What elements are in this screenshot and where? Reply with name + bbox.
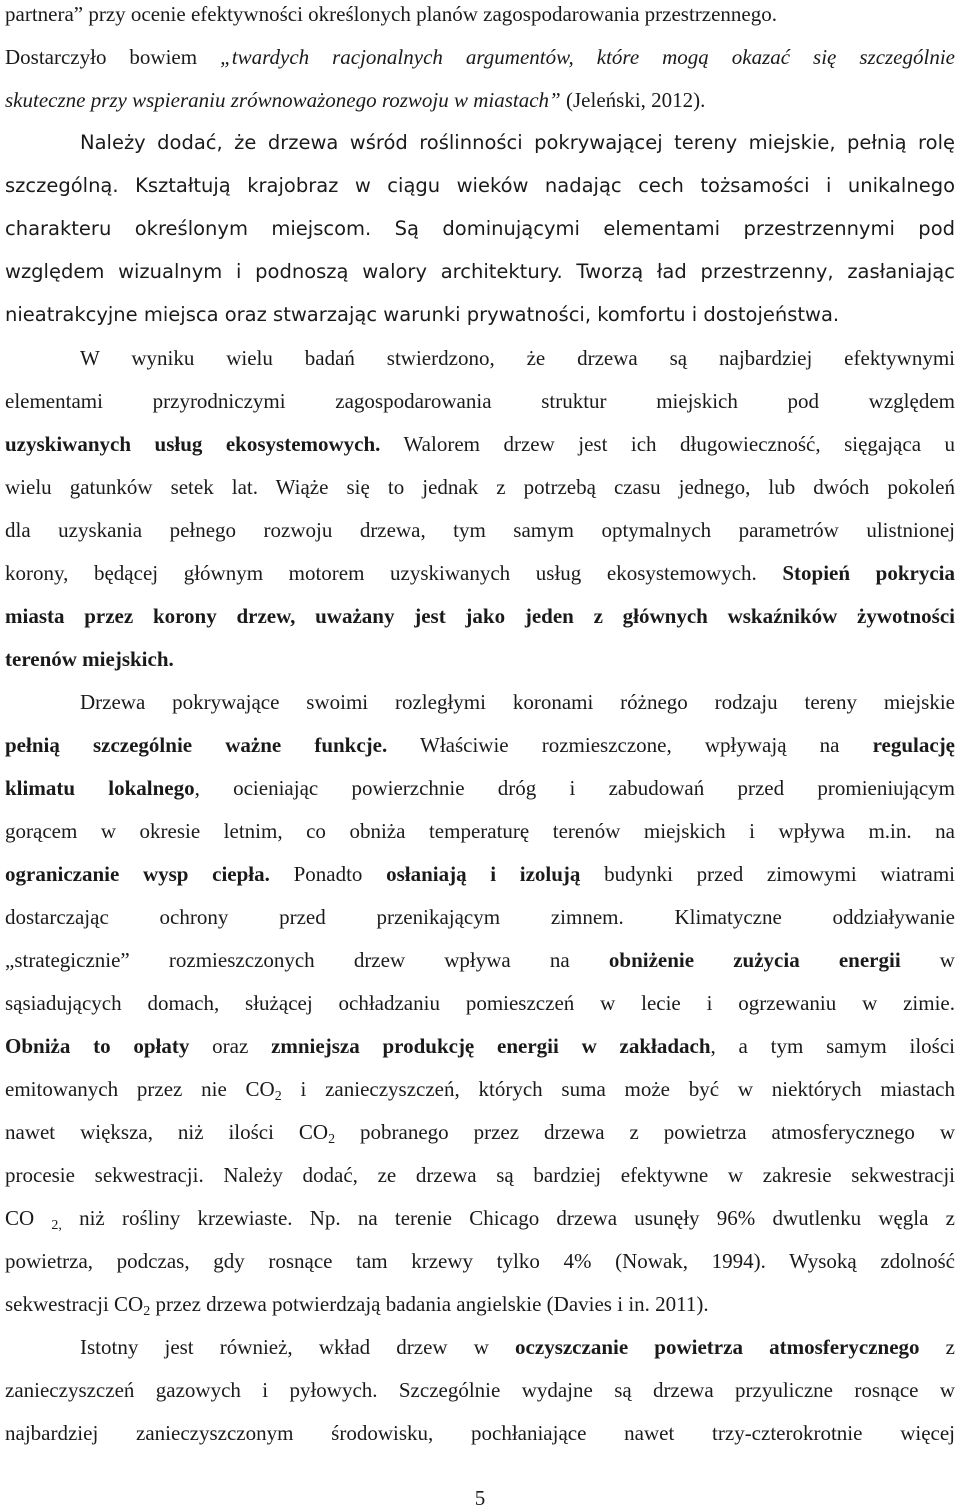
text-line: najbardziej zanieczyszczonym środowisku, pochłaniające nawet trzy-czterokrotnie więcej	[5, 1421, 955, 1445]
text-line: ograniczanie wysp ciepła. Ponadto osłaniają i izolują budynki przed zimowymi wiatrami	[5, 862, 956, 886]
text-line: pełnią szczególnie ważne funkcje. Właściwie rozmieszczone, wpływają na regulację	[5, 733, 956, 757]
text-line: zanieczyszczeń gazowych i pyłowych. Szczególnie wydajne są drzewa przyuliczne rosnące w	[5, 1378, 955, 1402]
text-line: charakteru określonym miejscom. Są dominującymi elementami przestrzennymi pod	[5, 217, 955, 240]
text-line: względem wizualnym i podnoszą walory architektury. Tworzą ład przestrzenny, zasłaniając	[5, 260, 955, 283]
text-line: nawet większa, niż ilości $CO_2$ pobranego przez drzewa z powietrza atmosferycznego w	[5, 1120, 956, 1147]
text-line: Drzewa pokrywające swoimi rozległymi koronami różnego rodzaju tereny miejskie	[80, 690, 955, 714]
text-line: skuteczne przy wspieraniu zrównoważonego rozwoju w miastach” (Jeleński, 2012).	[5, 88, 706, 112]
text-line: szczególną. Kształtują krajobraz w ciągu wieków nadając cech tożsamości i unikalnego	[5, 174, 956, 197]
text-line: dostarczając ochrony przed przenikającym zimnem. Klimatyczne oddziaływanie	[5, 905, 955, 929]
text-line: „strategicznie” rozmieszczonych drzew wpływa na obniżenie zużycia energii w	[5, 948, 955, 972]
text-line: korony, będącej głównym motorem uzyskiwanych usług ekosystemowych. Stopień pokrycia	[5, 561, 955, 585]
text-line: Należy dodać, że drzewa wśród roślinności pokrywającej tereny miejskie, pełnią rolę	[80, 131, 955, 154]
text-line: dla uzyskania pełnego rozwoju drzewa, tym samym optymalnych parametrów ulistnionej	[5, 518, 955, 542]
text-line: partnera” przy ocenie efektywności określonych planów zagospodarowania przestrzennego.	[5, 2, 778, 26]
text-line: sekwestracji $CO_2$ przez drzewa potwierdzają badania angielskie (Davies i in. 2011).	[5, 1292, 709, 1319]
text-line: elementami przyrodniczymi zagospodarowania struktur miejskich pod względem	[5, 389, 955, 413]
text-line: procesie sekwestracji. Należy dodać, ze drzewa są bardziej efektywne w zakresie sekwestracji	[5, 1163, 955, 1187]
text-line: nieatrakcyjne miejsca oraz stwarzając warunki prywatności, komfortu i dostojeństwa.	[5, 303, 840, 326]
text-line: klimatu lokalnego, ocieniając powierzchnie dróg i zabudowań przed promieniującym	[5, 776, 955, 800]
text-line: W wyniku wielu badań stwierdzono, że drzewa są najbardziej efektywnymi	[80, 346, 955, 370]
text-line: gorącem w okresie letnim, co obniża temperaturę terenów miejskich i wpływa m.in. na	[5, 819, 955, 843]
text-line: miasta przez korony drzew, uważany jest jako jeden z głównych wskaźników żywotności	[5, 604, 955, 628]
text-line: CO $_{2,}$ niż rośliny krzewiaste. Np. na terenie Chicago drzewa usunęły 96% dwutlenku węgla z	[5, 1206, 955, 1233]
text-line: emitowanych przez nie $CO_2$ i zanieczyszczeń, których suma może być w niektórych miastach	[5, 1077, 956, 1104]
text-line: Istotny jest również, wkład drzew w oczyszczanie powietrza atmosferycznego z	[80, 1335, 955, 1359]
text-line: uzyskiwanych usług ekosystemowych. Walorem drzew jest ich długowieczność, sięgająca u	[5, 432, 955, 456]
text-line: wielu gatunków setek lat. Wiąże się to jednak z potrzebą czasu jednego, lub dwóch pokoleń	[5, 475, 955, 499]
page-number: 5	[474, 1486, 486, 1510]
text-line: Obniża to opłaty oraz zmniejsza produkcję energii w zakładach, a tym samym ilości	[5, 1034, 956, 1058]
text-line: terenów miejskich.	[5, 647, 174, 671]
text-line: sąsiadujących domach, służącej ochładzaniu pomieszczeń w lecie i ogrzewaniu w zimie.	[5, 991, 955, 1015]
text-line: Dostarczyło bowiem „twardych racjonalnych argumentów, które mogą okazać się szczególnie	[5, 45, 955, 69]
text-line: powietrza, podczas, gdy rosnące tam krzewy tylko 4% (Nowak, 1994). Wysoką zdolność	[5, 1249, 955, 1273]
